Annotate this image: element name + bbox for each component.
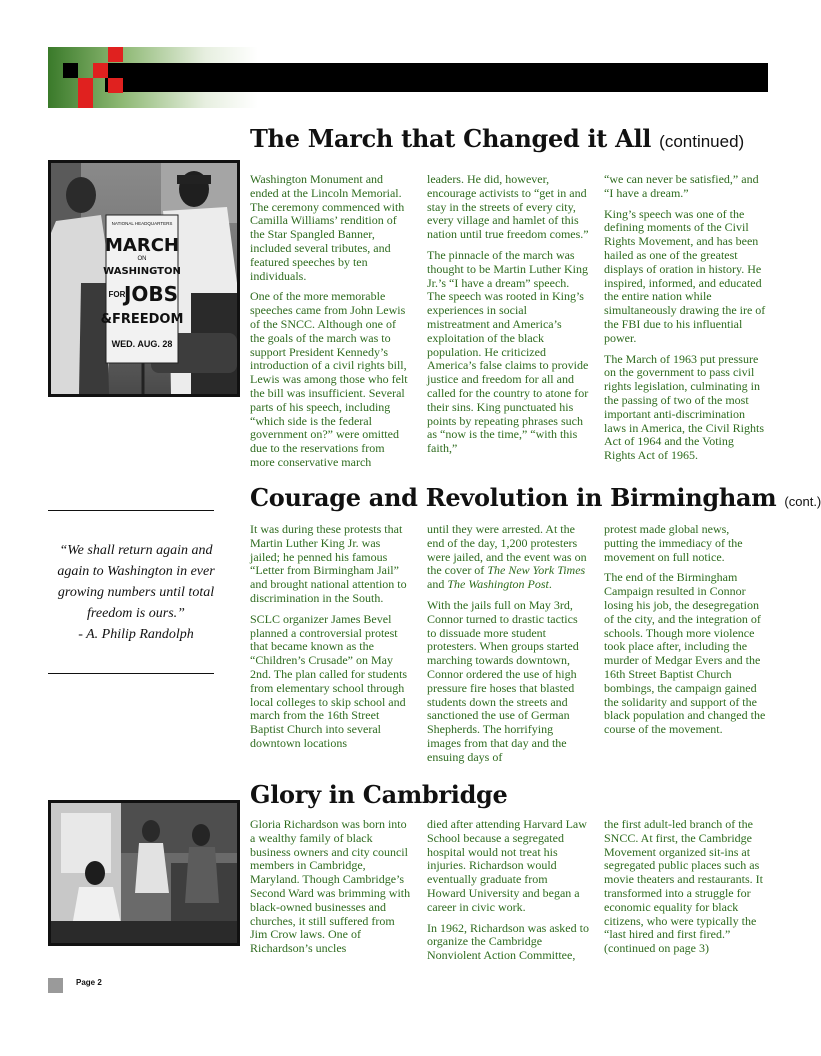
article-column [250,523,412,758]
article-heading-march [250,124,744,153]
sign-text: NATIONAL HEADQUARTERS [111,221,173,226]
page-number: Page 2 [76,978,102,987]
publication-name: The New York Times [487,563,586,578]
sign-text: WASHINGTON [103,266,181,277]
sign-text: MARCH [105,235,179,256]
paragraph: leaders. He did, however, encourage activists to “get in and stay in the streets of every city, every village and hamlet of this nation until true freedom comes.” [427,172,589,242]
pull-quote [48,540,224,645]
sign-text: WED. AUG. 28 [111,339,173,349]
quote-attribution: - A. Philip Randolph [78,627,194,642]
article-column [427,818,589,970]
continued-label: (cont.) [784,494,821,509]
header-black-bar [105,63,768,92]
article-column [427,523,589,772]
header-red-square [78,93,93,108]
publication-name: The Washington Post [447,577,549,592]
article-column [604,173,766,470]
article-heading-cambridge [250,780,508,809]
footer-square [48,978,63,993]
text-run: until they were arrested. At the end of the day, 1,200 protesters were jailed, and the event was on the cover of [427,522,587,578]
gloria-richardson-photo [48,800,240,946]
header-red-square [78,78,93,93]
paragraph: Washington Monument and ended at the Lincoln Memorial. The ceremony commenced with Camilla Williams’ rendition of the Star Spangled Banner, included several tributes, and featured speeches by ten individuals. [250,172,405,283]
article-column [604,523,766,744]
quote-text: “We shall return again and again to Washington in ever growing numbers until total freedom is ours.” [57,543,215,621]
sign-text: &FREEDOM [100,312,184,327]
paragraph: In 1962, Richardson was asked to organize the Cambridge Nonviolent Action Committee, [427,920,589,963]
paragraph: The end of the Birmingham Campaign resulted in Connor losing his job, the desegregation of the city, and the integration of schools. Though more violence took place after, including the murder of Medgar Evers and the 16th Street Baptist Church bombings, the campaign gained the solidarity and support of the black population and changed the course of the movement. [604,570,766,737]
sign-text: FOR [108,290,126,299]
article-title: Courage and Revolution in Birmingham [250,483,777,512]
article-column [250,173,412,477]
paragraph: “we can never be satisfied,” and “I have a dream.” [604,172,759,200]
quote-bottom-rule [48,673,214,674]
article-heading-birmingham [250,483,821,512]
continued-label: (continued) [659,132,745,151]
paragraph: It was during these protests that Martin Luther King Jr. was jailed; he penned his famous “Letter from Birmingham Jail” and brought national attention to discrimination in the South. [250,522,407,605]
paragraph: The pinnacle of the march was thought to be Martin Luther King Jr.’s “I have a dream” speech. The speech was rooted in King’s experiences in social mistreatment and America’s exploitation of the black population. He criticized America’s false claims to provide justice and freedom for all and called for the country to atone for their sins. King punctuated his points by repeating phrases such as “now is the time,” “with this faith,” [427,247,589,456]
article-column [250,818,412,963]
article-column [427,173,589,463]
text-run: . [548,577,552,592]
article-column [604,818,766,963]
article-title: The March that Changed it All [250,124,652,153]
paragraph: The March of 1963 put pressure on the government to pass civil rights legislation, culminating in the passing of two of the most important anti-discrimination laws in America, the Civil Rights Act of 1964 and the Voting Rights Act of 1965. [604,351,764,463]
march-on-washington-photo [48,160,240,397]
quote-top-rule [48,510,214,511]
paragraph: King’s speech was one of the defining moments of the Civil Rights Movement, and has been hailed as one of the greatest displays of oration in history. He inspired, informed, and educated the entire nation while simultaneously drawing the ire of the FBI due to his influential power. [604,206,766,345]
paragraph: the first adult-led branch of the SNCC. At first, the Cambridge Movement organized sit-ins at segregated public places such as movie theaters and restaurants. It transformed into a struggle for economic equality for black citizens, who were typically the “last hired and first fired.” (continued on page 3) [604,817,763,956]
sign-text: ON [137,256,147,262]
sign-text: JOBS [123,282,179,306]
paragraph: With the jails full on May 3rd, Connor turned to drastic tactics to dissuade more student protesters. When groups started marching towards downtown, Connor ordered the use of high pressure fire hoses that blasted students down the streets and sanctioned the use of German Shepherds. The horrifying images from that day and the ensuing days of [427,597,579,764]
paragraph: died after attending Harvard Law School because a segregated hospital would not treat his injuries. Richardson would eventually graduate from Howard University and began a career in civic work. [427,817,587,914]
paragraph: protest made global news, putting the immediacy of the movement on full notice. [604,522,743,564]
paragraph: SCLC organizer James Bevel planned a controversial protest that became known as the “Children’s Crusade” on May 2nd. The plan called for students from elementary school through local colleges to skip school and march from the 16th Street Baptist Church into several downtown locations [250,611,408,750]
paragraph [427,523,589,592]
header-black-square [63,63,78,78]
paragraph: Gloria Richardson was born into a wealthy family of black business owners and city council members in Cambridge, Maryland. Though Cambridge’s Second Ward was brimming with black-owned businesses and churches, it still suffered from Jim Crow laws. One of Richardson’s uncles [250,817,411,956]
header-red-square [93,63,108,78]
paragraph: One of the more memorable speeches came from John Lewis of the SNCC. Although one of the goals of the march was to support President Kennedy’s introduction of a civil rights bill, Lewis was among those who felt the bill was insufficient. Several parts of his speech, including “which side is the federal government on?” were omitted due to the reservations from more conservative march [250,289,408,469]
text-run: and [427,577,448,592]
article-title: Glory in Cambridge [250,780,508,809]
header-red-square [108,78,123,93]
header-red-square [108,47,123,62]
